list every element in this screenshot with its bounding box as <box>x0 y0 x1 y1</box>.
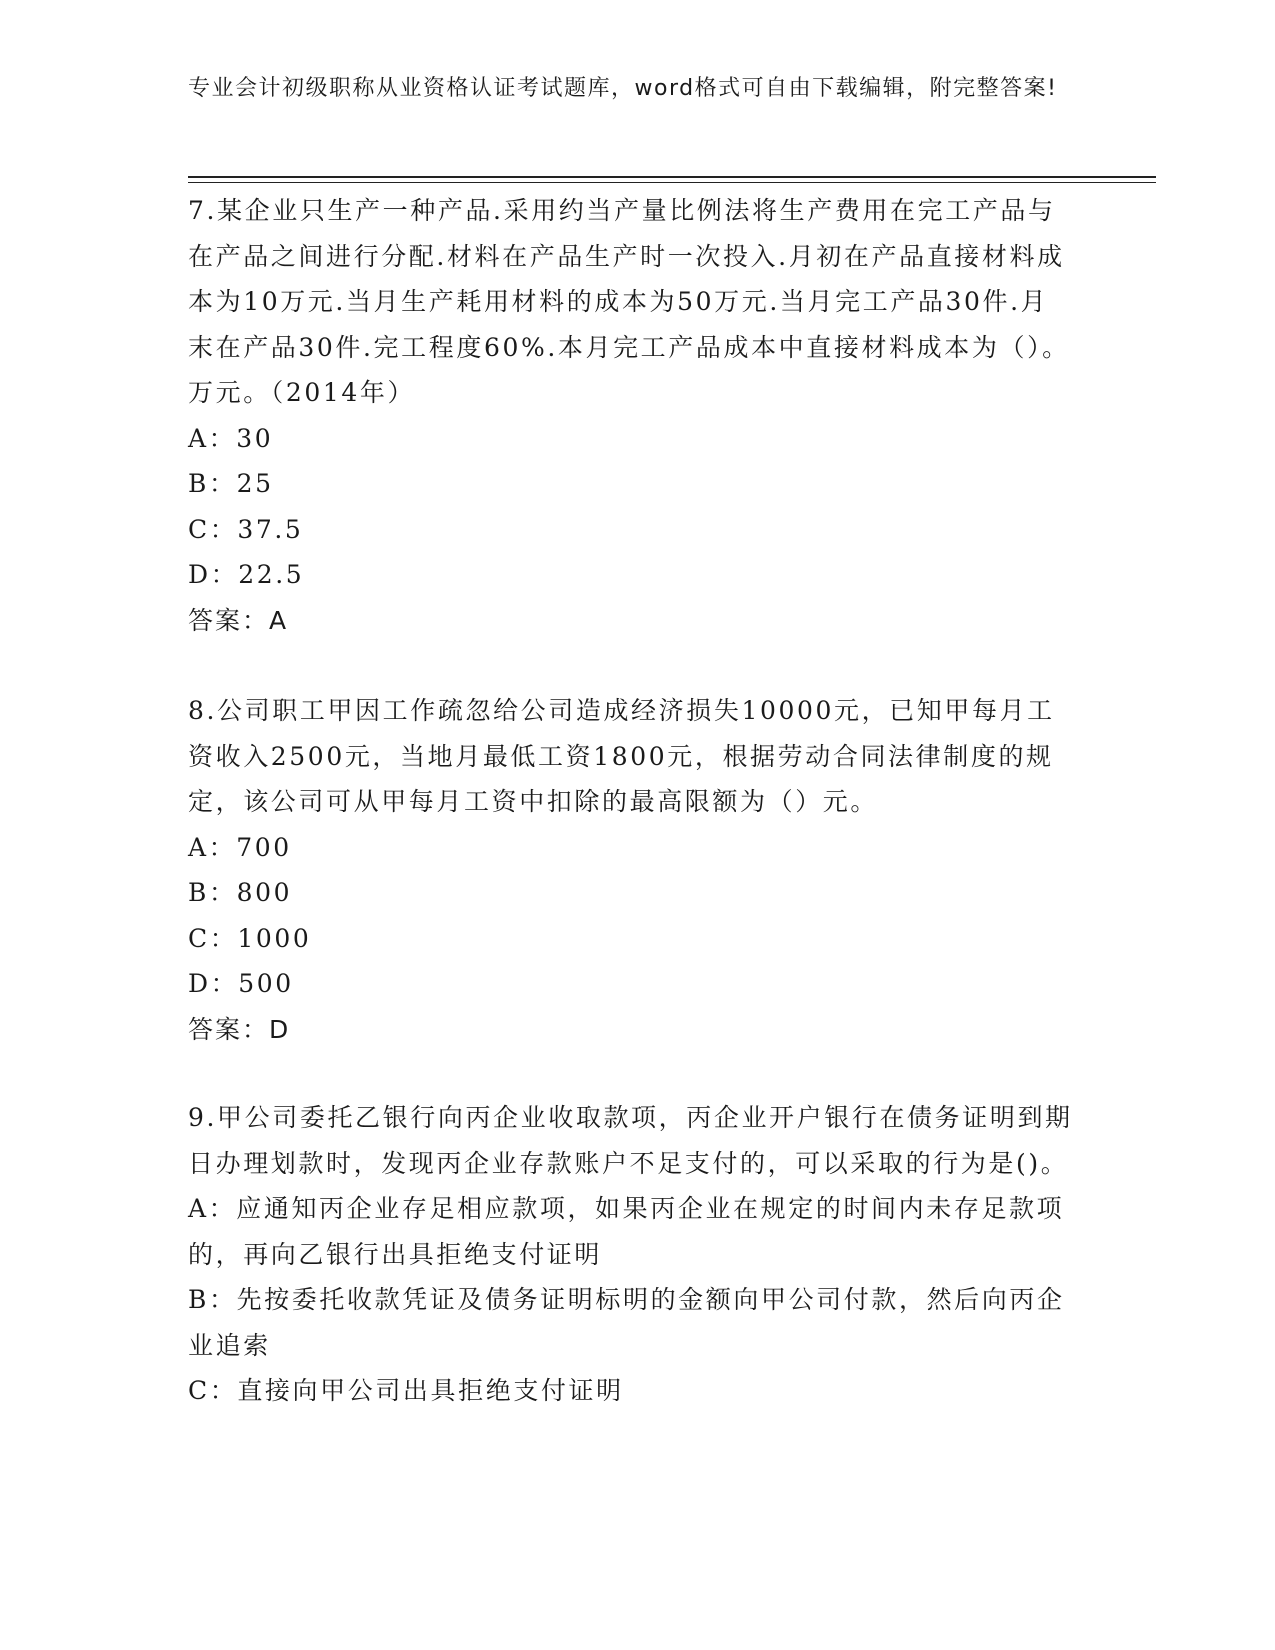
option-a: A：700 <box>188 832 292 862</box>
header-divider-thin <box>188 182 1156 183</box>
question-stem: 7.某企业只生产一种产品.采用约当产量比例法将生产费用在完工产品与在产品之间进行分配.材料在产品生产时一次投入.月初在产品直接材料成本为10万元.当月生产耗用材料的成本为50万元.当月完工产品30件.月末在产品30件.完工程度60%.本月完工产品成本中直接材料成本为（）。万元。（2014年） <box>188 196 1070 407</box>
option-c: C：直接向甲公司出具拒绝支付证明 <box>188 1376 624 1405</box>
question-9 <box>188 1095 1073 1414</box>
question-stem: 9.甲公司委托乙银行向丙企业收取款项，丙企业开户银行在债务证明到期日办理划款时，发现丙企业存款账户不足支付的，可以采取的行为是()。 <box>188 1103 1073 1178</box>
option-d: D：22.5 <box>188 560 305 589</box>
question-7 <box>188 188 1073 643</box>
question-8 <box>188 688 1073 1052</box>
option-c: C：1000 <box>188 923 312 953</box>
option-b: B：先按委托收款凭证及债务证明标明的金额向甲公司付款，然后向丙企业追索 <box>188 1285 1065 1360</box>
option-a: A：30 <box>188 423 274 453</box>
answer-line: 答案：D <box>188 1014 291 1044</box>
question-stem: 8.公司职工甲因工作疏忽给公司造成经济损失10000元，已知甲每月工资收入2500元，当地月最低工资1800元，根据劳动合同法律制度的规定，该公司可从甲每月工资中扣除的最高限额为（）元。 <box>188 696 1055 816</box>
answer-line: 答案：A <box>188 605 289 635</box>
option-c: C：37.5 <box>188 514 304 544</box>
option-b: B：25 <box>188 469 274 498</box>
option-a: A：应通知丙企业存足相应款项，如果丙企业在规定的时间内未存足款项的，再向乙银行出具拒绝支付证明 <box>188 1194 1065 1269</box>
header-divider-thick <box>188 176 1156 178</box>
option-b: B：800 <box>188 878 293 907</box>
header-note: 专业会计初级职称从业资格认证考试题库，word格式可自由下载编辑，附完整答案! <box>188 76 1058 101</box>
option-d: D：500 <box>188 969 294 998</box>
